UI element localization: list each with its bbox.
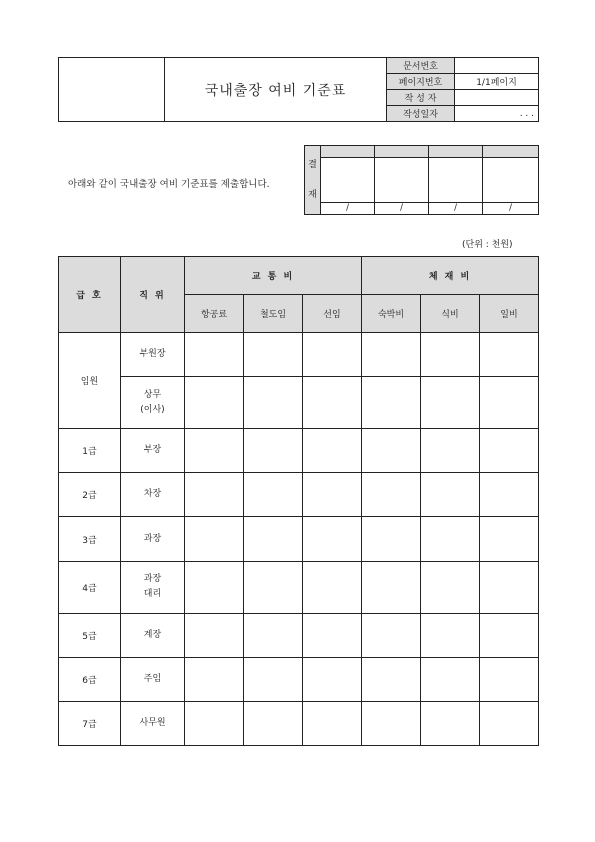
position-cell: 상무 (이사): [121, 377, 185, 429]
amount-cell[interactable]: [480, 377, 539, 429]
amount-cell[interactable]: [185, 613, 244, 657]
page-number-label: 페이지번호: [387, 74, 455, 90]
approval-label-top: 결: [308, 160, 317, 170]
grade-cell: 5급: [59, 613, 121, 657]
amount-cell[interactable]: [362, 473, 421, 517]
table-row: [59, 561, 539, 613]
amount-cell[interactable]: [185, 561, 244, 613]
position-cell: 부장: [121, 429, 185, 473]
amount-cell[interactable]: [480, 613, 539, 657]
amount-cell[interactable]: [185, 377, 244, 429]
approval-role-cell: [429, 146, 483, 158]
amount-cell[interactable]: [421, 429, 480, 473]
amount-cell[interactable]: [480, 657, 539, 701]
grade-cell: 7급: [59, 701, 121, 745]
amount-cell[interactable]: [480, 561, 539, 613]
created-date-label: 작성일자: [387, 106, 455, 122]
amount-cell[interactable]: [303, 657, 362, 701]
amount-cell[interactable]: [421, 517, 480, 561]
table-row: [59, 517, 539, 561]
amount-cell[interactable]: [244, 517, 303, 561]
grade-cell: 3급: [59, 517, 121, 561]
author-label: 작 성 자: [387, 90, 455, 106]
amount-cell[interactable]: [362, 701, 421, 745]
amount-cell[interactable]: [185, 333, 244, 377]
lodging-header: 숙박비: [362, 295, 421, 333]
amount-cell[interactable]: [303, 377, 362, 429]
unit-note: (단위 : 천원): [462, 240, 513, 250]
amount-cell[interactable]: [303, 473, 362, 517]
approval-date-cell[interactable]: /: [321, 202, 375, 214]
amount-cell[interactable]: [421, 561, 480, 613]
approval-date-cell[interactable]: /: [483, 202, 539, 214]
amount-cell[interactable]: [480, 473, 539, 517]
transport-group-header: 교 통 비: [185, 257, 362, 295]
travel-expense-table: [58, 256, 539, 746]
position-cell: 주임: [121, 657, 185, 701]
grade-cell: 1급: [59, 429, 121, 473]
table-row: [59, 657, 539, 701]
approval-label: [305, 146, 321, 215]
amount-cell[interactable]: [244, 377, 303, 429]
approval-date-cell[interactable]: /: [429, 202, 483, 214]
table-row: [59, 701, 539, 745]
approval-sign-cell[interactable]: [321, 158, 375, 203]
doc-number-value[interactable]: [455, 58, 539, 74]
amount-cell[interactable]: [421, 613, 480, 657]
amount-cell[interactable]: [480, 333, 539, 377]
amount-cell[interactable]: [185, 429, 244, 473]
amount-cell[interactable]: [303, 613, 362, 657]
grade-cell: 6급: [59, 657, 121, 701]
amount-cell[interactable]: [303, 561, 362, 613]
amount-cell[interactable]: [244, 613, 303, 657]
document-header: [58, 57, 539, 122]
amount-cell[interactable]: [244, 701, 303, 745]
position-cell: 과장 대리: [121, 561, 185, 613]
amount-cell[interactable]: [480, 701, 539, 745]
approval-box: [304, 145, 539, 215]
position-cell: 사무원: [121, 701, 185, 745]
approval-label-bottom: 재: [308, 190, 317, 200]
meal-header: 식비: [421, 295, 480, 333]
amount-cell[interactable]: [244, 561, 303, 613]
amount-cell[interactable]: [421, 333, 480, 377]
approval-role-cell: [321, 146, 375, 158]
position-header: 직 위: [121, 257, 185, 333]
amount-cell[interactable]: [421, 473, 480, 517]
amount-cell[interactable]: [185, 473, 244, 517]
position-cell: 과장: [121, 517, 185, 561]
amount-cell[interactable]: [480, 517, 539, 561]
amount-cell[interactable]: [362, 657, 421, 701]
table-row: [59, 473, 539, 517]
rail-fare-header: 철도임: [244, 295, 303, 333]
amount-cell[interactable]: [244, 657, 303, 701]
table-row: [59, 377, 539, 429]
created-date-value[interactable]: . . .: [455, 106, 539, 122]
grade-header: 급 호: [59, 257, 121, 333]
approval-sign-cell[interactable]: [429, 158, 483, 203]
position-cell: 계장: [121, 613, 185, 657]
approval-sign-cell[interactable]: [483, 158, 539, 203]
amount-cell[interactable]: [421, 657, 480, 701]
amount-cell[interactable]: [303, 429, 362, 473]
grade-cell: 4급: [59, 561, 121, 613]
amount-cell[interactable]: [362, 377, 421, 429]
table-row: [59, 429, 539, 473]
approval-role-cell: [483, 146, 539, 158]
amount-cell[interactable]: [185, 701, 244, 745]
approval-role-cell: [375, 146, 429, 158]
amount-cell[interactable]: [480, 429, 539, 473]
airfare-header: 항공료: [185, 295, 244, 333]
table-row: [59, 333, 539, 377]
intro-text: 아래와 같이 국내출장 여비 기준표를 제출합니다.: [68, 179, 270, 190]
amount-cell[interactable]: [303, 701, 362, 745]
amount-cell[interactable]: [303, 517, 362, 561]
approval-sign-cell[interactable]: [375, 158, 429, 203]
amount-cell[interactable]: [421, 377, 480, 429]
daily-allowance-header: 일비: [480, 295, 539, 333]
amount-cell[interactable]: [362, 517, 421, 561]
header-blank-cell: [59, 58, 165, 122]
author-value[interactable]: [455, 90, 539, 106]
amount-cell[interactable]: [303, 333, 362, 377]
ship-fare-header: 선임: [303, 295, 362, 333]
position-cell: 부원장: [121, 333, 185, 377]
page-number-value: 1/1페이지: [455, 74, 539, 90]
amount-cell[interactable]: [244, 333, 303, 377]
approval-date-cell[interactable]: /: [375, 202, 429, 214]
amount-cell[interactable]: [362, 561, 421, 613]
grade-cell: 임원: [59, 333, 121, 429]
amount-cell[interactable]: [362, 613, 421, 657]
amount-cell[interactable]: [362, 333, 421, 377]
amount-cell[interactable]: [244, 429, 303, 473]
amount-cell[interactable]: [185, 517, 244, 561]
position-cell: 차장: [121, 473, 185, 517]
amount-cell[interactable]: [421, 701, 480, 745]
doc-number-label: 문서번호: [387, 58, 455, 74]
stay-group-header: 체 재 비: [362, 257, 539, 295]
amount-cell[interactable]: [362, 429, 421, 473]
document-title: 국내출장 여비 기준표: [165, 58, 387, 122]
amount-cell[interactable]: [185, 657, 244, 701]
table-row: [59, 613, 539, 657]
amount-cell[interactable]: [244, 473, 303, 517]
grade-cell: 2급: [59, 473, 121, 517]
